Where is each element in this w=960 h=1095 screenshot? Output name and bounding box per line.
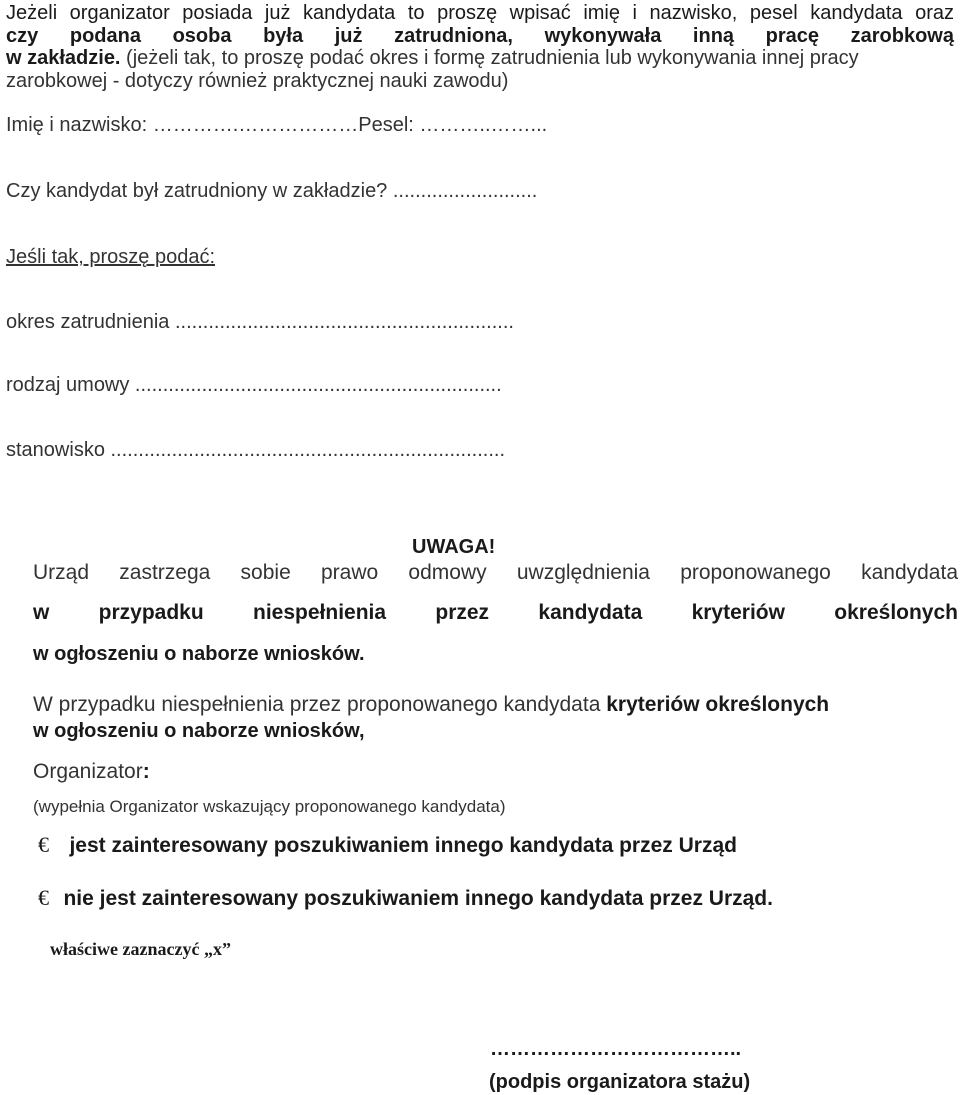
intro-line-3-bold: w zakładzie. xyxy=(6,47,121,69)
option-not-interested[interactable] xyxy=(38,885,773,911)
intro-line-2: czy podana osoba była już zatrudniona, wykonywała inną pracę zarobkową xyxy=(6,25,954,47)
name-pesel-field[interactable]: Imię i nazwisko: ………….………………Pesel: ………..……... xyxy=(6,114,548,136)
option-interested[interactable] xyxy=(38,832,737,858)
intro-line-3-rest: (jeżeli tak, to proszę podać okres i formę zatrudnienia lub wykonywania innej pracy xyxy=(120,47,859,69)
employment-period-field[interactable]: okres zatrudnienia ............................................................. xyxy=(6,311,514,333)
notice-p2-line-2: w ogłoszeniu o naborze wniosków, xyxy=(33,720,365,742)
employed-question-field[interactable]: Czy kandydat był zatrudniony w zakładzie? .......................... xyxy=(6,180,538,202)
notice-p2-line-1 xyxy=(33,693,829,717)
organizer-label-text: Organizator xyxy=(33,760,143,783)
option-not-interested-label: nie jest zainteresowany poszukiwaniem innego kandydata przez Urząd. xyxy=(63,887,773,910)
checkbox-icon[interactable]: € xyxy=(38,885,49,910)
contract-type-field[interactable]: rodzaj umowy .................................................................. xyxy=(6,374,502,396)
notice-line-1: Urząd zastrzega sobie prawo odmowy uwzględnienia proponowanego kandydata xyxy=(33,561,958,584)
position-field[interactable]: stanowisko ....................................................................... xyxy=(6,439,506,461)
checkbox-icon[interactable]: € xyxy=(38,832,49,857)
organizer-label xyxy=(33,760,150,784)
if-yes-label: Jeśli tak, proszę podać: xyxy=(6,246,215,268)
option-interested-label: jest zainteresowany poszukiwaniem innego kandydata przez Urząd xyxy=(69,834,737,857)
intro-line-1: Jeżeli organizator posiada już kandydata to proszę wpisać imię i nazwisko, pesel kandydata oraz xyxy=(6,2,954,24)
intro-line-3 xyxy=(6,47,859,70)
signature-label: (podpis organizatora stażu) xyxy=(489,1071,751,1093)
organizer-label-colon: : xyxy=(142,760,150,783)
mark-instruction: właściwe zaznaczyć „x” xyxy=(50,939,231,959)
notice-p2-bold: kryteriów określonych xyxy=(606,693,830,716)
signature-line: ……………………………….. xyxy=(490,1038,742,1060)
notice-line-2: w przypadku niespełnienia przez kandydata kryteriów określonych xyxy=(33,601,958,624)
intro-line-4: zarobkowej - dotyczy również praktycznej nauki zawodu) xyxy=(6,70,509,92)
notice-p2-normal: W przypadku niespełnienia przez proponowanego kandydata xyxy=(33,693,607,716)
notice-line-3: w ogłoszeniu o naborze wniosków. xyxy=(33,643,365,665)
notice-heading: UWAGA! xyxy=(412,536,496,558)
organizer-hint: (wypełnia Organizator wskazujący proponowanego kandydata) xyxy=(33,797,506,816)
